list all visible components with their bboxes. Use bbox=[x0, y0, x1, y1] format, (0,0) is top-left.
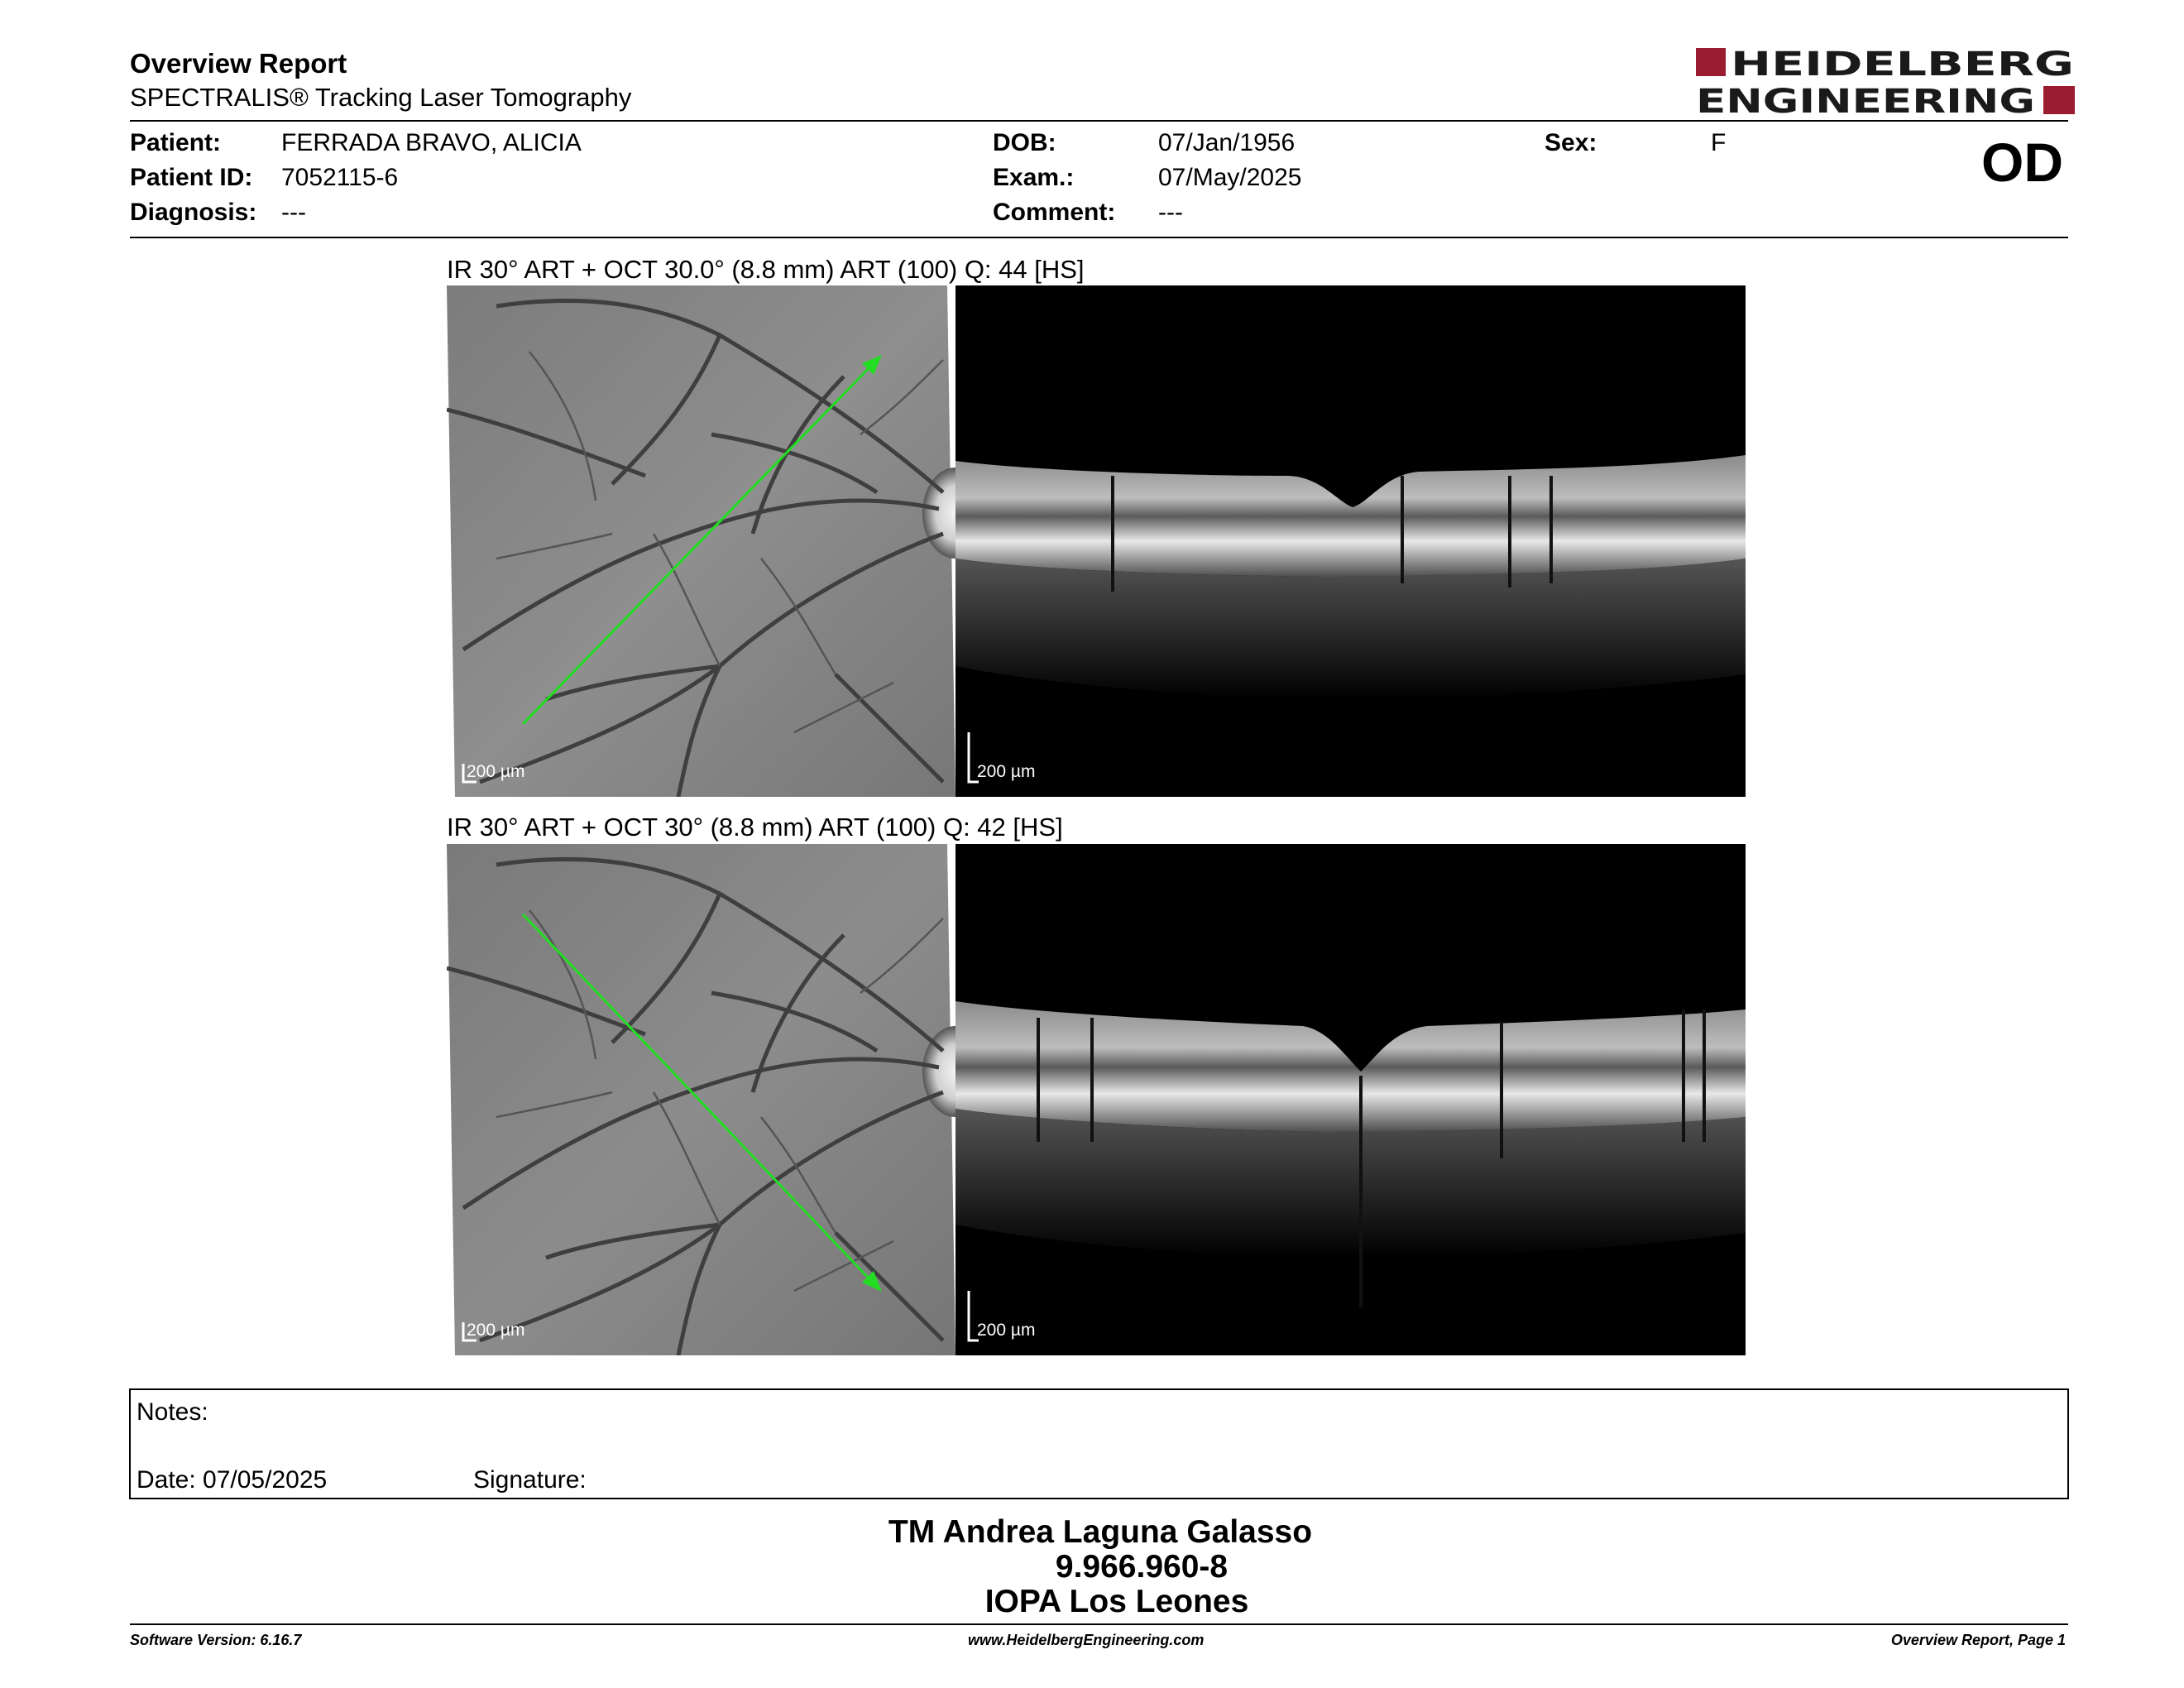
comment-label: Comment: bbox=[993, 199, 1116, 226]
report-subtitle: SPECTRALIS® Tracking Laser Tomography bbox=[130, 83, 632, 112]
scan-2-fundus-scale: 200 µm bbox=[467, 1321, 525, 1340]
dob-value: 07/Jan/1956 bbox=[1158, 129, 1296, 156]
heidelberg-logo bbox=[1696, 46, 2076, 117]
notes-date: Date: 07/05/2025 bbox=[136, 1466, 328, 1494]
exam-value: 07/May/2025 bbox=[1158, 164, 1302, 191]
patient-name: FERRADA BRAVO, ALICIA bbox=[281, 129, 582, 156]
patient-label: Patient: bbox=[130, 129, 222, 156]
sex-value: F bbox=[1711, 129, 1727, 156]
signer-id: 9.966.960-8 bbox=[1055, 1549, 1228, 1585]
patient-id-label: Patient ID: bbox=[130, 164, 253, 191]
patient-divider bbox=[130, 237, 2068, 238]
logo-line1: HEIDELBERG bbox=[1731, 46, 2074, 84]
eye-laterality: OD bbox=[1981, 132, 2063, 193]
scan-1-oct-scale: 200 µm bbox=[977, 762, 1036, 781]
scan-2-fundus-image bbox=[447, 844, 956, 1355]
signer-name: TM Andrea Laguna Galasso bbox=[888, 1514, 1313, 1550]
patient-id: 7052115-6 bbox=[281, 164, 399, 191]
exam-label: Exam.: bbox=[993, 164, 1075, 191]
sex-label: Sex: bbox=[1545, 129, 1597, 156]
website-link[interactable]: www.HeidelbergEngineering.com bbox=[968, 1632, 1205, 1648]
scan-1-fundus-image bbox=[447, 285, 956, 797]
notes-label: Notes: bbox=[136, 1398, 208, 1426]
diagnosis-value: --- bbox=[281, 199, 306, 226]
comment-value: --- bbox=[1158, 199, 1183, 226]
scan-2-title: IR 30° ART + OCT 30° (8.8 mm) ART (100) Q: 42 [HS] bbox=[447, 813, 1063, 842]
scan-1-oct-image bbox=[956, 285, 1746, 797]
logo-line2: ENGINEERING bbox=[1696, 83, 2035, 117]
report-title: Overview Report bbox=[130, 48, 347, 79]
software-version: Software Version: 6.16.7 bbox=[130, 1632, 302, 1648]
signature-label: Signature: bbox=[473, 1466, 587, 1494]
scan-2-oct-scale: 200 µm bbox=[977, 1321, 1036, 1340]
notes-box bbox=[129, 1388, 2069, 1499]
scan-1-fundus-scale: 200 µm bbox=[467, 762, 525, 781]
scan-1-title: IR 30° ART + OCT 30.0° (8.8 mm) ART (100) Q: 44 [HS] bbox=[447, 255, 1085, 284]
scan-2-oct-image bbox=[956, 844, 1746, 1355]
signer-institution: IOPA Los Leones bbox=[984, 1584, 1249, 1619]
page-number: Overview Report, Page 1 bbox=[1890, 1632, 2066, 1648]
dob-label: DOB: bbox=[993, 129, 1056, 156]
header-divider bbox=[130, 120, 2068, 122]
footer-divider bbox=[130, 1623, 2068, 1625]
diagnosis-label: Diagnosis: bbox=[130, 199, 257, 226]
